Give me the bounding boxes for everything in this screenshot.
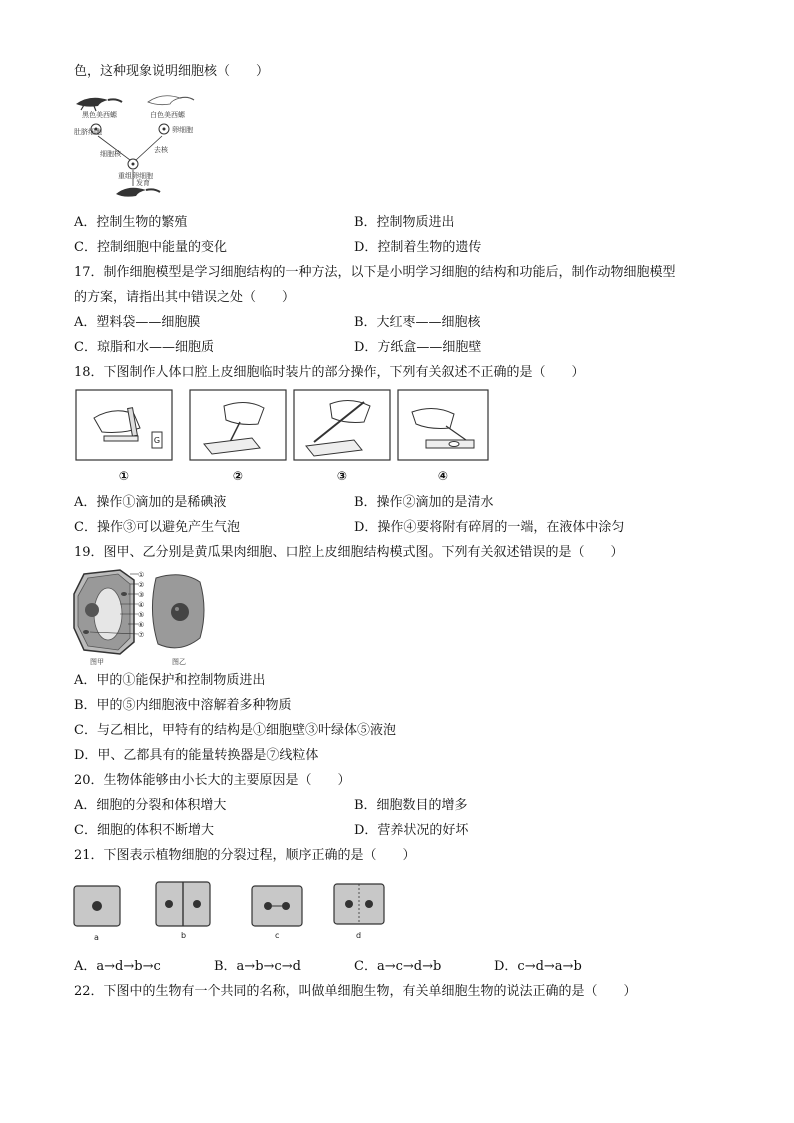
q16-option-c: C．控制细胞中能量的变化: [74, 240, 227, 255]
stage-c-label: c: [275, 931, 280, 940]
q16-option-a: A．控制生物的繁殖: [74, 215, 188, 230]
part-5-label: ⑤: [138, 611, 145, 619]
step-3-panel: [294, 390, 390, 460]
cell-division-stage-a: [74, 886, 120, 926]
label-develop: 发育: [136, 179, 150, 187]
step-2-label: ②: [232, 469, 244, 483]
q17-option-d: D．方纸盒——细胞壁: [354, 340, 482, 355]
q18-option-d: D．操作④要将附有碎屑的一端，在液体中涂匀: [354, 520, 625, 535]
part-7-label: ⑦: [138, 631, 145, 639]
cell-division-stage-b: [156, 882, 210, 926]
label-body-cell: 肚脐细胞: [74, 128, 102, 136]
step-3-label: ③: [336, 469, 348, 483]
q20-option-a: A．细胞的分裂和体积增大: [74, 798, 227, 813]
q18-option-b: B．操作②滴加的是清水: [354, 495, 494, 510]
q21-option-a: A．a→d→b→c: [74, 959, 161, 974]
step-4-label: ④: [437, 469, 449, 483]
label-egg-cell: 卵细胞: [172, 126, 193, 134]
part-1-label: ①: [138, 571, 145, 579]
label-white-axolotl: 白色美西螈: [150, 111, 185, 119]
q17-option-b: B．大红枣——细胞核: [354, 315, 481, 330]
q20-stem: 20．生物体能够由小长大的主要原因是（ ）: [74, 773, 351, 788]
label-figure-jia: 图甲: [90, 658, 104, 666]
label-figure-yi: 图乙: [172, 658, 186, 666]
q17-stem-line2: 的方案，请指出其中错误之处（ ）: [74, 290, 296, 305]
label-black-axolotl: 黑色美西螈: [82, 111, 117, 119]
svg-text:G: G: [153, 436, 161, 445]
q22-stem: 22．下图中的生物有一个共同的名称，叫做单细胞生物，有关单细胞生物的说法正确的是（ ）: [74, 984, 637, 999]
q19-option-a: A．甲的①能保护和控制物质进出: [74, 673, 266, 688]
q21-stem: 21．下图表示植物细胞的分裂过程，顺序正确的是（ ）: [74, 848, 416, 863]
q18-option-a: A．操作①滴加的是稀碘液: [74, 495, 227, 510]
part-6-label: ⑥: [138, 621, 145, 629]
white-axolotl-image: [148, 96, 194, 105]
cell-division-stage-d: [334, 884, 384, 924]
step-2-panel: [190, 390, 286, 460]
q21-cell-division-figure: [72, 878, 392, 944]
label-denucleate: 去核: [154, 146, 168, 154]
step-4-panel: [398, 390, 488, 460]
q21-option-d: D．c→d→a→b: [494, 959, 582, 974]
q21-option-b: B．a→b→c→d: [214, 959, 301, 974]
label-nucleus: 细胞核: [100, 150, 121, 158]
label-reconstructed-egg: 重组卵细胞: [118, 172, 153, 180]
q16-option-b: B．控制物质进出: [354, 215, 455, 230]
black-axolotl-image: [76, 98, 122, 111]
part-2-label: ②: [138, 581, 145, 589]
q16-nuclear-transfer-figure: [70, 90, 210, 200]
q20-option-c: C．细胞的体积不断增大: [74, 823, 214, 838]
part-3-label: ③: [138, 591, 145, 599]
stage-d-label: d: [356, 931, 362, 940]
q19-option-d: D．甲、乙都具有的能量转换器是⑦线粒体: [74, 748, 319, 763]
q16-stem-tail: 色，这种现象说明细胞核（ ）: [74, 64, 270, 79]
stage-b-label: b: [181, 931, 187, 940]
q19-stem: 19．图甲、乙分别是黄瓜果肉细胞、口腔上皮细胞结构模式图。下列有关叙述错误的是（ ）: [74, 545, 624, 560]
q17-option-a: A．塑料袋——细胞膜: [74, 315, 201, 330]
q16-option-d: D．控制着生物的遗传: [354, 240, 482, 255]
q17-stem-line1: 17．制作细胞模型是学习细胞结构的一种方法，以下是小明学习细胞的结构和功能后，制作动物细胞模型: [74, 265, 676, 280]
stage-a-label: a: [94, 933, 99, 942]
q18-stem: 18．下图制作人体口腔上皮细胞临时装片的部分操作，下列有关叙述不正确的是（ ）: [74, 365, 585, 380]
plant-cell-diagram: [74, 570, 134, 654]
q19-cell-structure-figure: [72, 568, 208, 666]
offspring-axolotl-image: [116, 188, 160, 197]
q20-option-b: B．细胞数目的增多: [354, 798, 468, 813]
q18-option-c: C．操作③可以避免产生气泡: [74, 520, 240, 535]
step-1-label: ①: [118, 469, 130, 483]
step-1-panel: [76, 390, 172, 460]
q20-option-d: D．营养状况的好坏: [354, 823, 469, 838]
q21-option-c: C．a→c→d→b: [354, 959, 442, 974]
animal-cell-diagram: [152, 575, 204, 648]
q19-option-c: C．与乙相比，甲特有的结构是①细胞壁③叶绿体⑤液泡: [74, 723, 396, 738]
cell-division-stage-c: [252, 886, 302, 926]
q19-option-b: B．甲的⑤内细胞液中溶解着多种物质: [74, 698, 292, 713]
q18-procedure-figure: [74, 388, 494, 488]
q17-option-c: C．琼脂和水——细胞质: [74, 340, 214, 355]
part-4-label: ④: [138, 601, 145, 609]
